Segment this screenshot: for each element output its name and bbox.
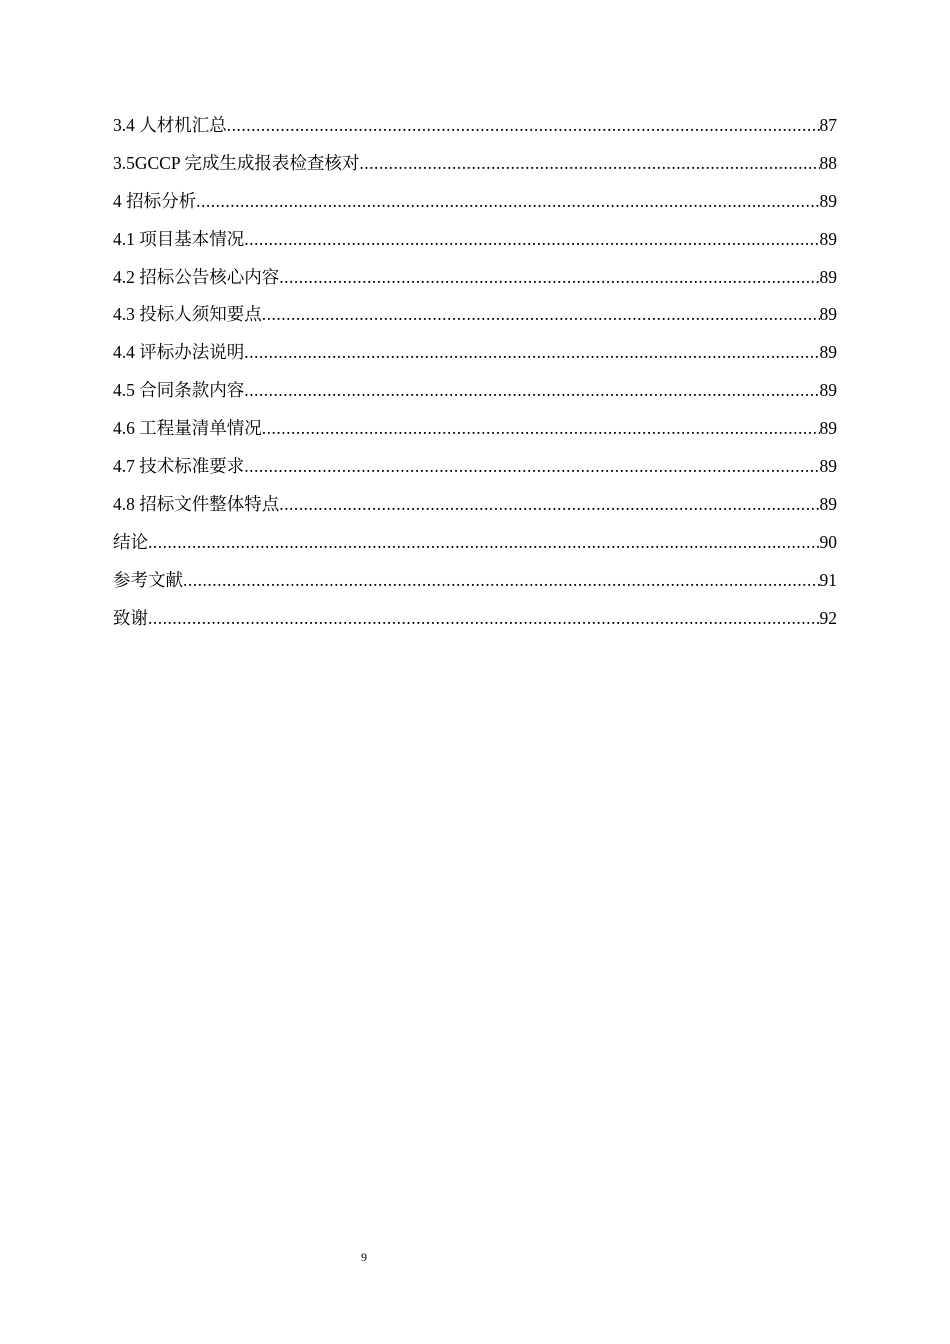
toc-entry-page: 89 — [819, 266, 837, 287]
toc-entry[interactable] — [113, 490, 837, 528]
toc-entry-title: 3.4 人材机汇总 — [113, 115, 227, 135]
toc-entry-page: 89 — [819, 418, 837, 439]
toc-entry-title: 4.7 技术标准要求 — [113, 456, 245, 477]
toc-entry-title: 4.3 投标人须知要点 — [113, 304, 262, 325]
toc-entry[interactable] — [113, 452, 837, 490]
toc-entry-title: 4.4 评标办法说明 — [113, 342, 245, 363]
toc-entry-page: 87 — [819, 115, 837, 135]
toc-leader-dots — [244, 338, 819, 366]
toc-entry-title: 4.1 项目基本情况 — [113, 228, 245, 249]
toc-entry-page: 89 — [819, 304, 837, 325]
toc-entry[interactable] — [113, 263, 837, 301]
toc-entry-title: 3.5GCCP 完成生成报表检查核对 — [113, 152, 360, 173]
toc-entry-title: 4.8 招标文件整体特点 — [113, 493, 280, 514]
toc-entry[interactable] — [113, 300, 837, 338]
toc-entry-title: 4.2 招标公告核心内容 — [113, 266, 280, 287]
toc-leader-dots — [183, 566, 820, 594]
toc-leader-dots — [148, 528, 820, 556]
toc-entry[interactable] — [113, 414, 837, 452]
toc-entry-title: 4 招标分析 — [113, 190, 197, 211]
toc-entry[interactable] — [113, 187, 837, 225]
toc-leader-dots — [359, 149, 819, 177]
toc-leader-dots — [196, 187, 819, 215]
toc-entry-page: 92 — [819, 607, 837, 628]
toc-entry-page: 89 — [819, 342, 837, 363]
toc-entry-page: 91 — [819, 569, 837, 590]
toc-entry[interactable] — [113, 528, 837, 566]
toc-entry[interactable] — [113, 604, 837, 642]
toc-leader-dots — [279, 490, 819, 518]
toc-entry-page: 88 — [819, 152, 837, 173]
toc-entry-page: 89 — [819, 190, 837, 211]
toc-entry[interactable] — [113, 149, 837, 187]
toc-leader-dots — [148, 604, 820, 632]
toc-entry-title: 致谢 — [113, 607, 148, 628]
toc-entry[interactable] — [113, 111, 837, 149]
toc-entry-page: 89 — [819, 228, 837, 249]
toc-entry-page: 89 — [819, 456, 837, 477]
toc-entry-title: 4.5 合同条款内容 — [113, 380, 245, 401]
toc-entry[interactable] — [113, 225, 837, 263]
toc-leader-dots — [244, 376, 819, 404]
toc-leader-dots — [244, 225, 819, 253]
toc-entry-title: 4.6 工程量清单情况 — [113, 418, 262, 439]
toc-entry-title: 参考文献 — [113, 569, 183, 590]
table-of-contents — [113, 111, 837, 641]
toc-entry-title: 结论 — [113, 531, 148, 552]
toc-entry-page: 90 — [819, 531, 837, 552]
toc-leader-dots — [244, 452, 819, 480]
toc-leader-dots — [227, 111, 820, 139]
toc-entry[interactable] — [113, 376, 837, 414]
toc-entry[interactable] — [113, 338, 837, 376]
toc-leader-dots — [262, 414, 820, 442]
toc-leader-dots — [279, 263, 819, 291]
toc-entry-page: 89 — [819, 493, 837, 514]
toc-leader-dots — [262, 300, 820, 328]
page-number: 9 — [361, 1250, 367, 1264]
toc-entry[interactable] — [113, 566, 837, 604]
toc-entry-page: 89 — [819, 380, 837, 401]
